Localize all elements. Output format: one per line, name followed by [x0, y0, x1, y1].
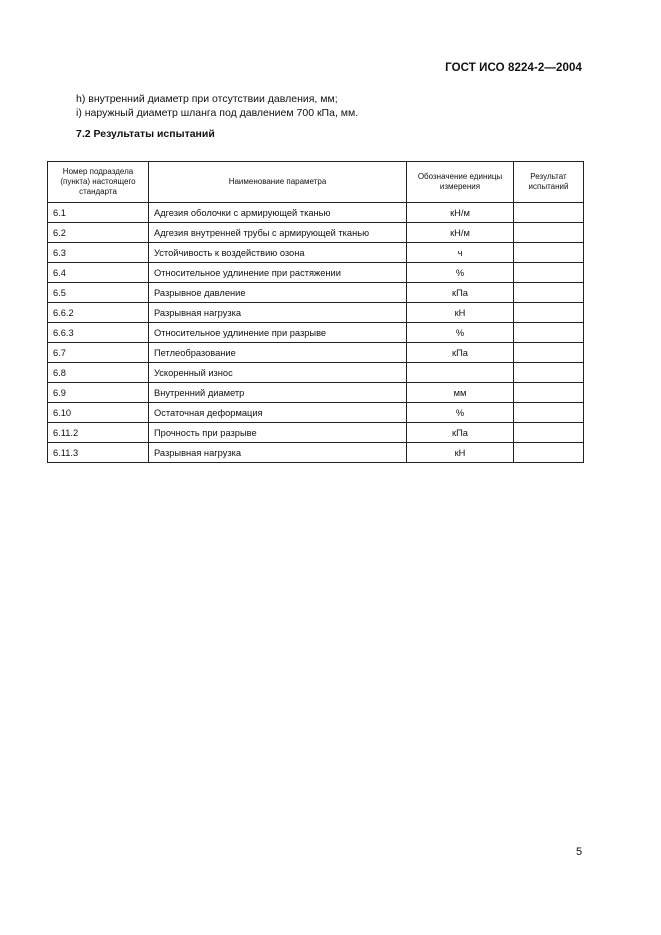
table-row: [48, 323, 584, 343]
cell-section-number: 6.10: [48, 403, 149, 423]
cell-result: [514, 263, 584, 283]
cell-section-number: 6.11.3: [48, 443, 149, 463]
cell-unit: кН: [407, 303, 514, 323]
cell-parameter-name: Разрывное давление: [149, 283, 407, 303]
table-row: [48, 423, 584, 443]
list-item-i: i) наружный диаметр шланга под давлением 700 кПа, мм.: [76, 107, 359, 119]
cell-unit: [407, 363, 514, 383]
cell-result: [514, 403, 584, 423]
cell-unit: кН: [407, 443, 514, 463]
cell-result: [514, 243, 584, 263]
cell-section-number: 6.7: [48, 343, 149, 363]
header-section-number: Номер подраздела (пункта) настоящего стандарта: [48, 162, 149, 203]
cell-unit: %: [407, 263, 514, 283]
cell-unit: ч: [407, 243, 514, 263]
table-row: [48, 303, 584, 323]
cell-result: [514, 323, 584, 343]
cell-parameter-name: Адгезия оболочки с армирующей тканью: [149, 203, 407, 223]
cell-unit: %: [407, 323, 514, 343]
header-unit: Обозначение единицы измерения: [407, 162, 514, 203]
header-parameter-name: Наименование параметра: [149, 162, 407, 203]
cell-unit: кПа: [407, 423, 514, 443]
cell-result: [514, 203, 584, 223]
cell-result: [514, 223, 584, 243]
cell-section-number: 6.5: [48, 283, 149, 303]
cell-parameter-name: Петлеобразование: [149, 343, 407, 363]
table-row: [48, 343, 584, 363]
cell-result: [514, 303, 584, 323]
table-row: [48, 383, 584, 403]
table-row: [48, 203, 584, 223]
table-row: [48, 443, 584, 463]
cell-unit: кН/м: [407, 203, 514, 223]
cell-section-number: 6.4: [48, 263, 149, 283]
cell-result: [514, 423, 584, 443]
cell-section-number: 6.3: [48, 243, 149, 263]
cell-parameter-name: Остаточная деформация: [149, 403, 407, 423]
cell-section-number: 6.11.2: [48, 423, 149, 443]
parameter-list: [76, 92, 358, 120]
cell-section-number: 6.8: [48, 363, 149, 383]
section-title: 7.2 Результаты испытаний: [76, 128, 215, 140]
table-row: [48, 223, 584, 243]
cell-result: [514, 363, 584, 383]
cell-unit: мм: [407, 383, 514, 403]
cell-section-number: 6.1: [48, 203, 149, 223]
cell-parameter-name: Разрывная нагрузка: [149, 443, 407, 463]
cell-parameter-name: Адгезия внутренней трубы с армирующей тканью: [149, 223, 407, 243]
table-row: [48, 403, 584, 423]
document-header: ГОСТ ИСО 8224-2—2004: [445, 62, 582, 74]
cell-unit: кПа: [407, 283, 514, 303]
cell-parameter-name: Относительное удлинение при разрыве: [149, 323, 407, 343]
cell-parameter-name: Разрывная нагрузка: [149, 303, 407, 323]
results-table: [47, 161, 584, 463]
cell-parameter-name: Относительное удлинение при растяжении: [149, 263, 407, 283]
cell-result: [514, 443, 584, 463]
table-header-row: [48, 162, 584, 203]
cell-unit: кПа: [407, 343, 514, 363]
list-item-h: h) внутренний диаметр при отсутствии давления, мм;: [76, 93, 338, 105]
cell-result: [514, 283, 584, 303]
table-row: [48, 363, 584, 383]
cell-section-number: 6.6.3: [48, 323, 149, 343]
cell-unit: %: [407, 403, 514, 423]
header-result: Результат испытаний: [514, 162, 584, 203]
cell-parameter-name: Ускоренный износ: [149, 363, 407, 383]
cell-result: [514, 383, 584, 403]
cell-parameter-name: Устойчивость к воздействию озона: [149, 243, 407, 263]
cell-section-number: 6.6.2: [48, 303, 149, 323]
cell-section-number: 6.9: [48, 383, 149, 403]
cell-section-number: 6.2: [48, 223, 149, 243]
cell-parameter-name: Прочность при разрыве: [149, 423, 407, 443]
page-number: 5: [576, 846, 583, 858]
cell-unit: кН/м: [407, 223, 514, 243]
table-row: [48, 243, 584, 263]
table-row: [48, 263, 584, 283]
table-row: [48, 283, 584, 303]
cell-result: [514, 343, 584, 363]
cell-parameter-name: Внутренний диаметр: [149, 383, 407, 403]
